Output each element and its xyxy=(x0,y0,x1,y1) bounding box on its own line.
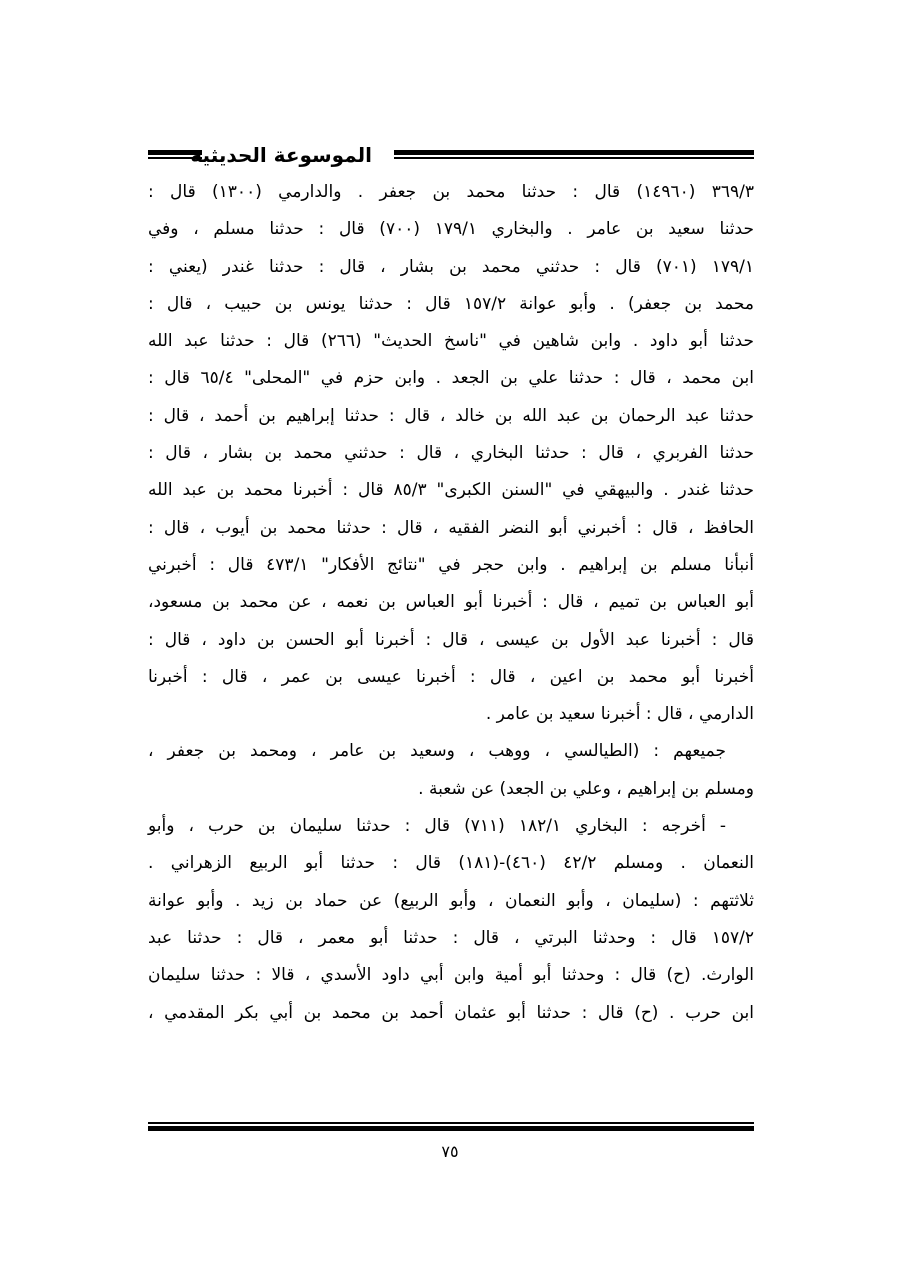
page-header xyxy=(148,140,754,170)
text-line: ١٥٧/٢ قال : وحدثنا البرتي ، قال : حدثنا أبو معمر ، قال : حدثنا عبد xyxy=(148,927,754,948)
text-line: الوارث. (ح) قال : وحدثنا أبو أمية وابن أبي داود الأسدي ، قالا : حدثنا سليمان xyxy=(148,965,754,986)
footer-rule-thin xyxy=(148,1122,754,1124)
text-line: ٣٦٩/٣ (١٤٩٦٠) قال : حدثنا محمد بن جعفر . والدارمي (١٣٠٠) قال : xyxy=(148,182,754,202)
text-line: محمد بن جعفر) . وأبو عوانة ١٥٧/٢ قال : حدثنا يونس بن حبيب ، قال : xyxy=(148,293,755,314)
text-line: حدثنا أبو داود . وابن شاهين في "ناسخ الحديث" (٢٦٦) قال : حدثنا عبد الله xyxy=(148,331,754,352)
text-line: أنبأنا مسلم بن إبراهيم . وابن حجر في "نتائج الأفكار" ٤٧٣/١ قال : أخبرني xyxy=(148,554,754,575)
page-number: ٧٥ xyxy=(441,1142,459,1161)
text-line: قال : أخبرنا عبد الأول بن عيسى ، قال : أخبرنا أبو الحسن بن داود ، قال : xyxy=(148,629,754,650)
text-line: جميعهم : (الطيالسي ، ووهب ، وسعيد بن عامر ، ومحمد بن جعفر ، xyxy=(148,741,726,762)
text-line: - أخرجه : البخاري ١٨٢/١ (٧١١) قال : حدثنا سليمان بن حرب ، وأبو xyxy=(148,816,726,837)
text-line: ومسلم بن إبراهيم ، وعلي بن الجعد) عن شعبة . xyxy=(418,778,754,799)
text-line: ١٧٩/١ (٧٠١) قال : حدثني محمد بن بشار ، قال : حدثنا غندر (يعني : xyxy=(148,256,754,277)
text-line: حدثنا سعيد بن عامر . والبخاري ١٧٩/١ (٧٠٠) قال : حدثنا مسلم ، وفي xyxy=(148,219,754,240)
text-line: الدارمي ، قال : أخبرنا سعيد بن عامر . xyxy=(485,704,754,725)
header-rule-thick xyxy=(394,150,754,155)
text-line: النعمان . ومسلم ٤٢/٢ (٤٦٠)-(١٨١) قال : حدثنا أبو الربيع الزهراني . xyxy=(148,853,755,874)
text-line: حدثنا عبد الرحمان بن عبد الله بن خالد ، قال : حدثنا إبراهيم بن أحمد ، قال : xyxy=(148,405,754,426)
text-line: ابن محمد ، قال : حدثنا علي بن الجعد . وابن حزم في "المحلى" ٦٥/٤ قال : xyxy=(148,368,754,389)
text-line: أخبرنا أبو محمد بن اعين ، قال : أخبرنا عيسى بن عمر ، قال : أخبرنا xyxy=(148,666,754,687)
book-title: الموسوعة الحديثية xyxy=(190,143,372,167)
text-line: أبو العباس بن تميم ، قال : أخبرنا أبو العباس بن نعمه ، عن محمد بن مسعود، xyxy=(148,592,754,613)
text-line: حدثنا الفربري ، قال : حدثنا البخاري ، قال : حدثني محمد بن بشار ، قال : xyxy=(148,443,754,464)
text-line: ابن حرب . (ح) قال : حدثنا أبو عثمان أحمد بن محمد بن أبي بكر المقدمي ، xyxy=(148,1002,754,1023)
footer-rules xyxy=(148,1122,754,1136)
body-text xyxy=(148,174,754,1032)
text-line: ثلاثتهم : (سليمان ، وأبو النعمان ، وأبو الربيع) عن حماد بن زيد . وأبو عوانة xyxy=(148,890,754,911)
text-line: الحافظ ، قال : أخبرني أبو النضر الفقيه ، قال : حدثنا محمد بن أيوب ، قال : xyxy=(148,517,754,538)
text-line: حدثنا غندر . والبيهقي في "السنن الكبرى" ٨٥/٣ قال : أخبرنا محمد بن عبد الله xyxy=(148,480,754,501)
header-rule-thin xyxy=(394,157,754,159)
footer-rule-thick xyxy=(148,1126,754,1131)
